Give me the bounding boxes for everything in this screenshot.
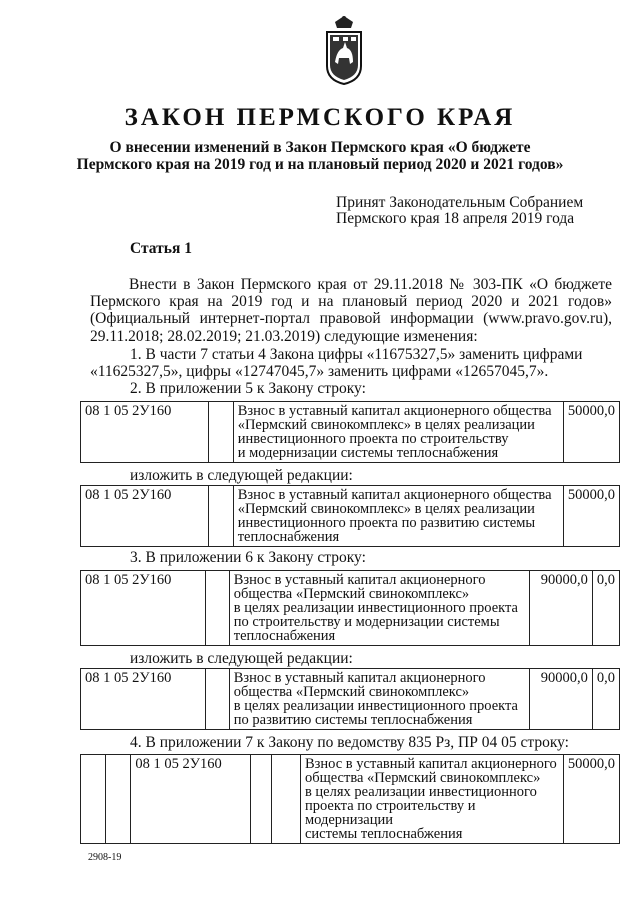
item-2-heading: 2. В приложении 5 к Закону строку: bbox=[130, 380, 366, 397]
expense-description bbox=[233, 486, 563, 547]
desc-line: инвестиционного проекта по развитию системы bbox=[237, 515, 536, 531]
subtitle-line-2: Пермского края на 2019 год и на плановый период 2020 и 2021 годов» bbox=[76, 156, 564, 173]
table-row bbox=[81, 669, 620, 730]
desc-line: в целях реализации инвестиционного bbox=[304, 784, 537, 800]
document-number: 2908-19 bbox=[88, 852, 122, 863]
budget-table-1 bbox=[80, 401, 620, 463]
budget-table-2 bbox=[80, 485, 620, 547]
amount: 90000,0 bbox=[530, 669, 593, 730]
empty-cell bbox=[272, 755, 301, 844]
expense-description bbox=[229, 669, 529, 730]
law-subtitle bbox=[60, 139, 580, 173]
desc-line: в целях реализации инвестиционного проекта bbox=[233, 698, 518, 714]
article-intro-text: Внести в Закон Пермского края от 29.11.2018 № 303-ПК «О бюджете Пермского края на 2019 год и на плановый период 2020 и 2021 годов» (Официальный интернет-портал правовой информации (www.pravo.gov.ru), 29.11.2018; 28.02.2019; 21.03.2019) следующие изменения: bbox=[90, 276, 612, 345]
budget-table-3 bbox=[80, 570, 620, 646]
budget-code: 08 1 05 2У160 bbox=[81, 669, 206, 730]
expense-description bbox=[233, 402, 563, 463]
desc-line: и модернизации системы теплоснабжения bbox=[237, 445, 499, 461]
replace-note-2: изложить в следующей редакции: bbox=[130, 650, 353, 667]
desc-line: Взнос в уставный капитал акционерного общества bbox=[237, 487, 552, 503]
adoption-line-1: Принят Законодательным Собранием bbox=[336, 194, 584, 211]
subtitle-line-1: О внесении изменений в Закон Пермского края «О бюджете bbox=[109, 139, 531, 156]
amount: 50000,0 bbox=[563, 755, 619, 844]
desc-line: по развитию системы теплоснабжения bbox=[233, 712, 473, 728]
empty-cell bbox=[205, 571, 229, 646]
empty-cell bbox=[205, 669, 229, 730]
law-title: ЗАКОН ПЕРМСКОГО КРАЯ bbox=[124, 104, 516, 131]
amount: 0,0 bbox=[592, 571, 619, 646]
budget-code: 08 1 05 2У160 bbox=[81, 402, 209, 463]
amount: 50000,0 bbox=[563, 486, 619, 547]
article-intro bbox=[90, 276, 612, 345]
item-1-line-1: 1. В части 7 статьи 4 Закона цифры «11675327,5» заменить цифрами bbox=[130, 346, 583, 363]
budget-code: 08 1 05 2У160 bbox=[81, 486, 209, 547]
desc-line: общества «Пермский свинокомплекс» bbox=[304, 770, 541, 786]
table-row bbox=[81, 486, 620, 547]
desc-line: Взнос в уставный капитал акционерного bbox=[233, 670, 486, 686]
desc-line: инвестиционного проекта по строительству bbox=[237, 431, 509, 447]
desc-line: теплоснабжения bbox=[233, 628, 336, 644]
budget-table-5 bbox=[80, 754, 620, 844]
desc-line: «Пермский свинокомплекс» в целях реализации bbox=[237, 501, 535, 517]
table-row bbox=[81, 755, 620, 844]
item-4-heading: 4. В приложении 7 к Закону по ведомству 835 Рз, ПР 04 05 строку: bbox=[130, 734, 569, 751]
desc-line: Взнос в уставный капитал акционерного bbox=[304, 756, 557, 772]
replace-note-1: изложить в следующей редакции: bbox=[130, 467, 353, 484]
adoption-note bbox=[336, 195, 583, 227]
expense-description bbox=[229, 571, 529, 646]
desc-line: системы теплоснабжения bbox=[304, 826, 463, 842]
table-row bbox=[81, 402, 620, 463]
desc-line: общества «Пермский свинокомплекс» bbox=[233, 684, 470, 700]
amount: 50000,0 bbox=[563, 402, 619, 463]
adoption-line-2: Пермского края 18 апреля 2019 года bbox=[336, 210, 575, 227]
desc-line: в целях реализации инвестиционного проекта bbox=[233, 600, 518, 616]
desc-line: Взнос в уставный капитал акционерного bbox=[233, 572, 486, 588]
desc-line: Взнос в уставный капитал акционерного общества bbox=[237, 403, 552, 419]
empty-cell bbox=[250, 755, 272, 844]
item-1-line-2: «11625327,5», цифры «12747045,7» заменить цифрами «12657045,7». bbox=[90, 363, 549, 380]
desc-line: «Пермский свинокомплекс» в целях реализации bbox=[237, 417, 535, 433]
budget-code: 08 1 05 2У160 bbox=[81, 571, 206, 646]
empty-cell bbox=[208, 486, 233, 547]
desc-line: по строительству и модернизации системы bbox=[233, 614, 500, 630]
expense-description bbox=[300, 755, 563, 844]
empty-cell bbox=[106, 755, 131, 844]
amount: 90000,0 bbox=[530, 571, 593, 646]
empty-cell bbox=[81, 755, 106, 844]
empty-cell bbox=[208, 402, 233, 463]
budget-code: 08 1 05 2У160 bbox=[131, 755, 250, 844]
desc-line: проекта по строительству и модернизации bbox=[304, 798, 476, 828]
table-row bbox=[81, 571, 620, 646]
perm-krai-coat-of-arms-icon bbox=[323, 14, 365, 86]
budget-table-4 bbox=[80, 668, 620, 730]
amount: 0,0 bbox=[592, 669, 619, 730]
item-3-heading: 3. В приложении 6 к Закону строку: bbox=[130, 549, 366, 566]
article-title: Статья 1 bbox=[130, 240, 192, 257]
desc-line: общества «Пермский свинокомплекс» bbox=[233, 586, 470, 602]
desc-line: теплоснабжения bbox=[237, 529, 340, 545]
